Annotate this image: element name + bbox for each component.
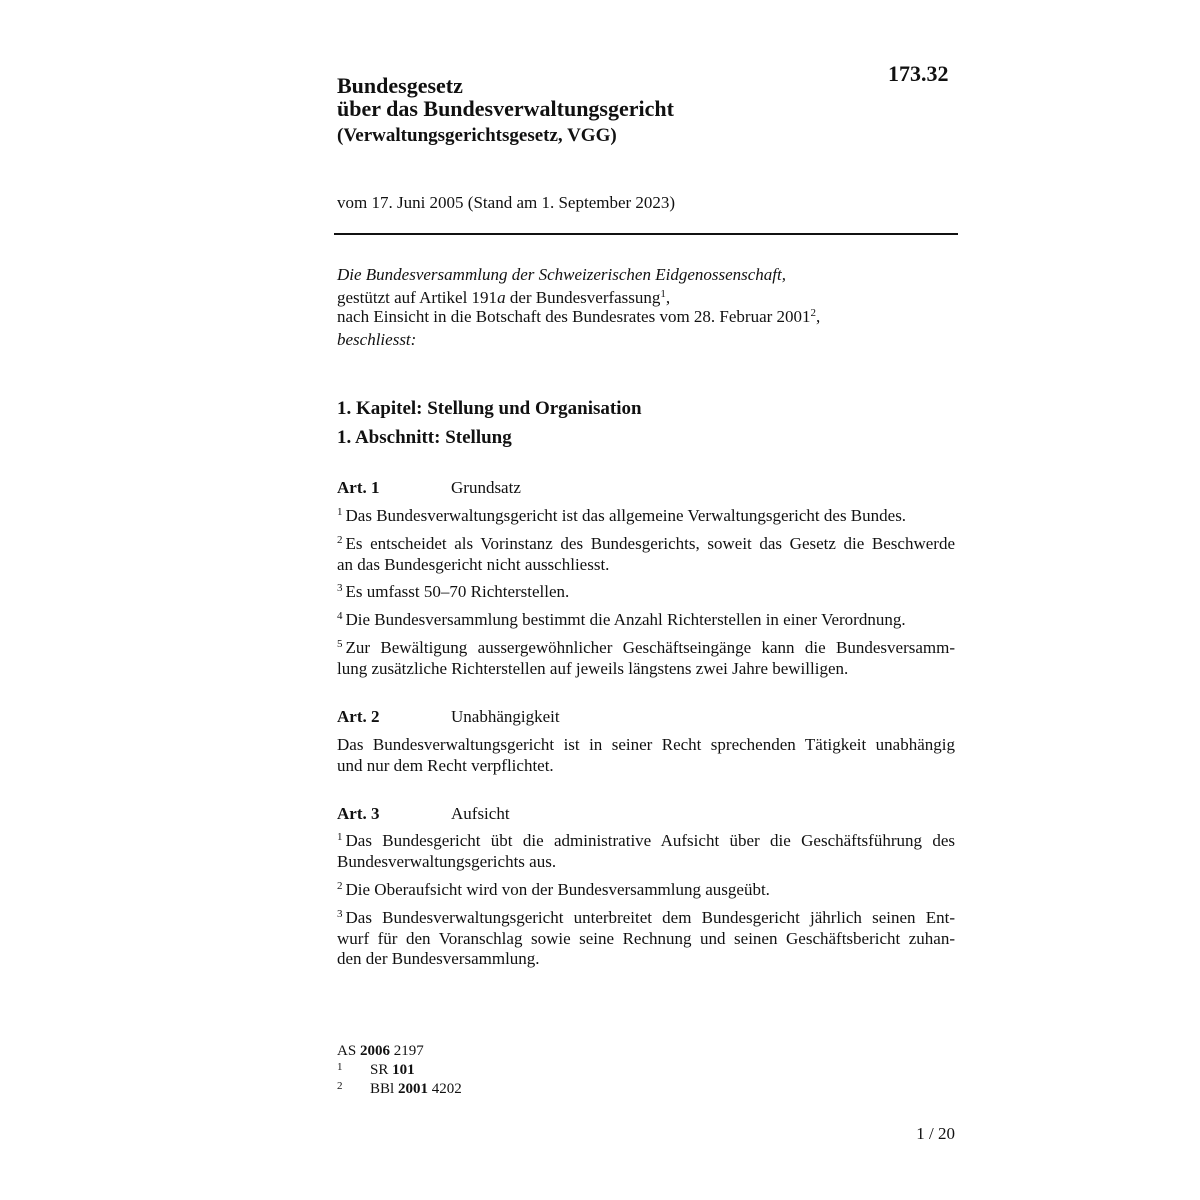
preamble-message: nach Einsicht in die Botschaft des Bundesrates vom 28. Februar 2001$^2$, (337, 307, 821, 326)
footnote-1: 1 SR 101 (337, 1061, 415, 1078)
article-1-paragraph-5: $^5$ Zur Bewältigung aussergewöhnlicher Geschäftseingänge kann die Bundesversamm- lung zusätzliche Richterstellen auf jeweils längstens zwei Jahre bewilligen. (337, 638, 955, 678)
preamble-assembly: Die Bundesversammlung der Schweizerischen Eidgenossenschaft, (337, 265, 786, 284)
title-line-2: über das Bundesverwaltungsgericht (337, 96, 674, 121)
footnote-ref-2[interactable]: 2 (810, 307, 817, 319)
article-number: Art. 2 (337, 707, 380, 726)
footnote-2: 2 BBl 2001 4202 (337, 1080, 462, 1097)
official-collection-reference: AS 2006 2197 (337, 1043, 424, 1059)
article-number: Art. 3 (337, 804, 380, 823)
section-heading: 1. Abschnitt: Stellung (337, 427, 512, 448)
article-number: Art. 1 (337, 478, 380, 497)
article-3-paragraph-2: $^2$ Die Oberaufsicht wird von der Bundesversammlung ausgeübt. (337, 880, 770, 899)
article-title: Grundsatz (451, 478, 521, 497)
article-2-heading (337, 707, 560, 727)
article-1-paragraph-2: $^2$ Es entscheidet als Vorinstanz des Bundesgerichts, soweit das Gesetz die Beschwerde an das Bundesgericht nicht ausschliesst. (337, 534, 955, 574)
article-1-paragraph-3: $^3$ Es umfasst 50–70 Richterstellen. (337, 582, 570, 601)
article-3-paragraph-1: $^1$ Das Bundesgericht übt die administrative Aufsicht über die Geschäftsführung des Bundesverwaltungsgerichts aus. (337, 831, 955, 871)
page-number: 1 / 20 (916, 1124, 955, 1143)
article-title: Aufsicht (451, 804, 510, 823)
article-3-heading (337, 804, 510, 824)
date-line: vom 17. Juni 2005 (Stand am 1. September 2023) (337, 193, 676, 212)
header-divider (334, 233, 958, 235)
footnotes (337, 1043, 462, 1097)
preamble-basis: gestützt auf Artikel 191a der Bundesverfassung$^1$, (337, 287, 671, 307)
preamble (337, 265, 820, 349)
preamble-resolves: beschliesst: (337, 329, 417, 349)
article-2-paragraph: Das Bundesverwaltungsgericht ist in seiner Recht sprechenden Tätigkeit unabhängig und nur dem Recht verpflichtet. (337, 735, 955, 775)
title-abbreviation: (Verwaltungsgerichtsgesetz, VGG) (337, 125, 617, 146)
article-1-paragraph-1: $^1$ Das Bundesverwaltungsgericht ist das allgemeine Verwaltungsgericht des Bundes. (337, 506, 907, 525)
document-title (337, 74, 674, 147)
article-1-heading (337, 478, 521, 498)
title-line-1: Bundesgesetz (337, 73, 463, 98)
chapter-heading: 1. Kapitel: Stellung und Organisation (337, 398, 642, 419)
article-title: Unabhängigkeit (451, 707, 560, 726)
article-3-paragraph-3: $^3$ Das Bundesverwaltungsgericht unterbreitet dem Bundesgericht jährlich seinen Ent- wurf für den Voranschlag sowie seine Rechnung und seinen Geschäftsbericht zuhan- den der Bundesversammlung. (337, 908, 955, 968)
article-1-paragraph-4: $^4$ Die Bundesversammlung bestimmt die Anzahl Richterstellen in einer Verordnung. (337, 610, 906, 629)
document-number: 173.32 (888, 61, 949, 86)
footnote-ref-1[interactable]: 1 (660, 287, 666, 300)
